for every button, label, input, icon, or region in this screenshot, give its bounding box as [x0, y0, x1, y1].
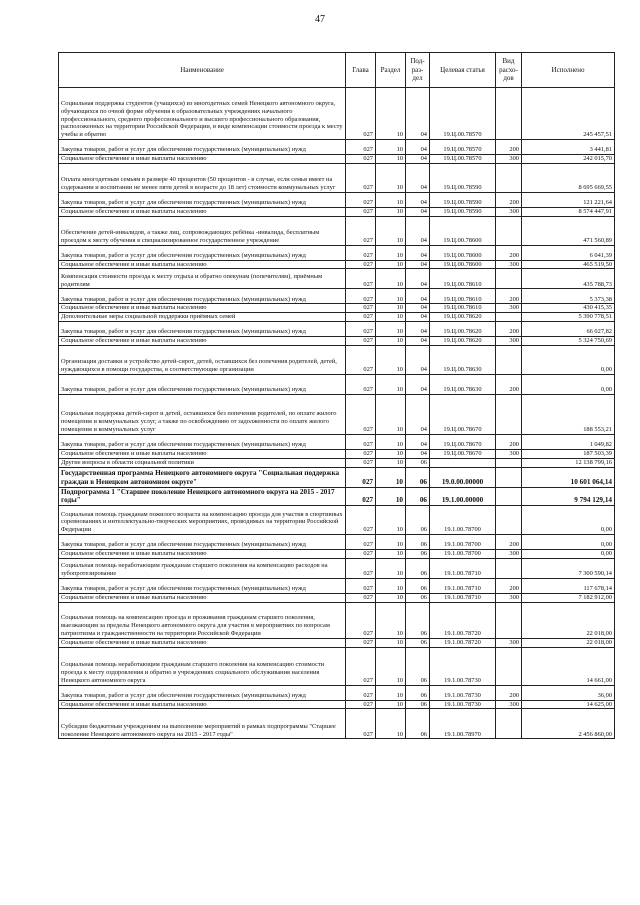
row-name: Закупка товаров, работ и услуг для обеспечения государственных (муниципальных) нужд [59, 685, 346, 700]
table-row [59, 535, 615, 550]
row-expense-type: 200 [496, 434, 522, 449]
row-name: Компенсация стоимости проезда к месту отдыха и обратно опекунам (попечителям), приёмным родителям [59, 269, 346, 289]
row-name: Социальная помощь неработающим гражданам старшего поколения на компенсацию расходов на зубопротезирование [59, 558, 346, 578]
row-executed: 10 601 064,14 [522, 467, 615, 487]
table-row [59, 506, 615, 535]
row-chapter: 027 [346, 163, 376, 192]
row-name: Социальная помощь гражданам пожилого возраста на компенсацию проезда для участия в спортивных соревнованиях и интеллектуально-творческих мероприятиях, проводимых на территории Российской Федерации [59, 506, 346, 535]
table-row [59, 216, 615, 245]
row-section: 10 [376, 322, 406, 337]
table-row [59, 269, 615, 289]
row-target-item: 19.1.00.78720 [430, 638, 496, 647]
row-subsection: 04 [406, 322, 430, 337]
row-subsection: 06 [406, 685, 430, 700]
table-row [59, 458, 615, 467]
row-section: 10 [376, 602, 406, 638]
row-expense-type [496, 506, 522, 535]
row-executed: 117 678,14 [522, 578, 615, 593]
row-name: Социальное обеспечение и иные выплаты населению [59, 304, 346, 313]
row-name: Социальное обеспечение и иные выплаты населению [59, 260, 346, 269]
row-target-item: 19.1.00.78970 [430, 709, 496, 739]
table-row [59, 449, 615, 458]
table-row [59, 140, 615, 155]
row-subsection: 06 [406, 487, 430, 506]
row-target-item: 19.1.00.78700 [430, 506, 496, 535]
row-target-item: 19.Ц.00.78600 [430, 245, 496, 260]
row-name: Закупка товаров, работ и услуг для обеспечения государственных (муниципальных) нужд [59, 140, 346, 155]
row-target-item: 19.1.00.78710 [430, 558, 496, 578]
row-chapter: 027 [346, 550, 376, 559]
table-row [59, 434, 615, 449]
row-target-item: 19.Ц.00.78570 [430, 140, 496, 155]
row-section: 10 [376, 506, 406, 535]
row-expense-type: 300 [496, 550, 522, 559]
row-chapter: 027 [346, 216, 376, 245]
row-executed: 14 661,00 [522, 647, 615, 685]
row-subsection: 06 [406, 550, 430, 559]
row-expense-type [496, 394, 522, 434]
row-executed: 5 390 778,51 [522, 313, 615, 322]
row-chapter: 027 [346, 192, 376, 207]
table-row [59, 304, 615, 313]
row-target-item: 19.1.00.78730 [430, 700, 496, 709]
table-header-row [59, 53, 615, 88]
row-expense-type [496, 216, 522, 245]
row-name: Социальное обеспечение и иные выплаты населению [59, 337, 346, 346]
row-section: 10 [376, 192, 406, 207]
row-section: 10 [376, 700, 406, 709]
row-target-item: 19.1.00.78720 [430, 602, 496, 638]
row-section: 10 [376, 155, 406, 164]
row-target-item: 19.Ц.00.78590 [430, 163, 496, 192]
row-section: 10 [376, 638, 406, 647]
row-name: Оплата многодетным семьям в размере 40 процентов (50 процентов - в случае, если семья имеет на содержании и воспитании не менее пяти детей в возрасте до 18 лет) стоимости коммунальных услуг [59, 163, 346, 192]
row-chapter: 027 [346, 647, 376, 685]
row-executed: 0,00 [522, 345, 615, 374]
row-subsection: 04 [406, 449, 430, 458]
table-row [59, 313, 615, 322]
row-section: 10 [376, 550, 406, 559]
row-expense-type [496, 458, 522, 467]
row-subsection: 04 [406, 245, 430, 260]
row-chapter: 027 [346, 345, 376, 374]
table-row [59, 558, 615, 578]
row-expense-type: 200 [496, 374, 522, 394]
row-name: Подпрограмма 1 "Старшее поколение Ненецкого автономного округа на 2015 - 2017 годы" [59, 487, 346, 506]
row-target-item: 19.Ц.00.78600 [430, 260, 496, 269]
row-name: Социальное обеспечение и иные выплаты населению [59, 449, 346, 458]
row-chapter: 027 [346, 245, 376, 260]
table-row [59, 192, 615, 207]
row-section: 10 [376, 269, 406, 289]
row-expense-type [496, 163, 522, 192]
row-executed: 471 560,89 [522, 216, 615, 245]
row-subsection: 04 [406, 313, 430, 322]
table-row [59, 155, 615, 164]
row-executed: 8 574 447,91 [522, 207, 615, 216]
header-section: Раздел [376, 53, 406, 88]
row-target-item: 19.Ц.00.78610 [430, 269, 496, 289]
row-section: 10 [376, 558, 406, 578]
row-expense-type: 200 [496, 685, 522, 700]
table-row [59, 593, 615, 602]
header-executed: Исполнено [522, 53, 615, 88]
row-section: 10 [376, 337, 406, 346]
row-chapter: 027 [346, 685, 376, 700]
row-name: Закупка товаров, работ и услуг для обеспечения государственных (муниципальных) нужд [59, 374, 346, 394]
row-subsection: 04 [406, 394, 430, 434]
row-target-item: 19.Ц.00.78570 [430, 155, 496, 164]
row-subsection: 04 [406, 345, 430, 374]
row-name: Субсидии бюджетным учреждениям на выполнение мероприятий в рамках подпрограммы "Старшее поколение Ненецкого автономного округа на 2015 - 2017 годы" [59, 709, 346, 739]
table-row [59, 638, 615, 647]
row-chapter: 027 [346, 700, 376, 709]
row-expense-type: 300 [496, 304, 522, 313]
row-executed: 435 788,73 [522, 269, 615, 289]
table-row [59, 163, 615, 192]
table-row [59, 260, 615, 269]
row-subsection: 06 [406, 467, 430, 487]
row-section: 10 [376, 535, 406, 550]
row-expense-type: 200 [496, 535, 522, 550]
table-row [59, 550, 615, 559]
table-row [59, 245, 615, 260]
page-number: 47 [315, 14, 325, 25]
row-name: Обеспечение детей-инвалидов, а также лиц, сопровождающих ребёнка -инвалида, бесплатным проездом к месту обучения в специализированное государственное учреждение [59, 216, 346, 245]
row-section: 10 [376, 458, 406, 467]
row-executed: 0,00 [522, 374, 615, 394]
row-name: Организация доставки и устройство детей-сирот, детей, оставшихся без попечения родителей, детей, нуждающихся в помощи государства, в соответствующие организации [59, 345, 346, 374]
row-target-item: 19.Ц.00.78600 [430, 216, 496, 245]
header-chapter: Глава [346, 53, 376, 88]
row-target-item: 19.1.00.78700 [430, 550, 496, 559]
row-expense-type: 300 [496, 638, 522, 647]
row-executed: 22 018,00 [522, 602, 615, 638]
table-row [59, 337, 615, 346]
row-chapter: 027 [346, 313, 376, 322]
table-body [59, 88, 615, 739]
row-section: 10 [376, 709, 406, 739]
row-subsection: 06 [406, 647, 430, 685]
table-row [59, 709, 615, 739]
row-subsection: 04 [406, 337, 430, 346]
row-executed: 2 456 860,00 [522, 709, 615, 739]
row-executed: 187 503,39 [522, 449, 615, 458]
row-target-item: 19.Ц.00.78620 [430, 322, 496, 337]
row-executed: 14 625,00 [522, 700, 615, 709]
row-subsection: 04 [406, 434, 430, 449]
row-chapter: 027 [346, 709, 376, 739]
row-section: 10 [376, 467, 406, 487]
row-name: Социальное обеспечение и иные выплаты населению [59, 700, 346, 709]
row-executed: 242 015,70 [522, 155, 615, 164]
row-chapter: 027 [346, 337, 376, 346]
row-executed: 245 457,51 [522, 88, 615, 140]
row-name: Дополнительные меры социальной поддержки приёмных семей [59, 313, 346, 322]
row-target-item: 19.1.00.78710 [430, 593, 496, 602]
row-executed: 0,00 [522, 506, 615, 535]
row-name: Социальное обеспечение и иные выплаты населению [59, 593, 346, 602]
row-chapter: 027 [346, 506, 376, 535]
row-expense-type: 300 [496, 260, 522, 269]
row-target-item: 19.Ц.00.78630 [430, 345, 496, 374]
row-chapter: 027 [346, 487, 376, 506]
row-expense-type [496, 602, 522, 638]
row-target-item: 19.Ц.00.78570 [430, 88, 496, 140]
row-expense-type: 200 [496, 192, 522, 207]
row-name: Социальная помощь неработающим гражданам старшего поколения на компенсацию стоимости проезда к месту оздоровления и обратно в учреждениях социального обслуживания населения Ненецкого автономного округа [59, 647, 346, 685]
row-section: 10 [376, 434, 406, 449]
row-subsection: 06 [406, 535, 430, 550]
row-target-item: 19.Ц.00.78610 [430, 289, 496, 304]
row-name: Социальное обеспечение и иные выплаты населению [59, 207, 346, 216]
row-target-item: 19.1.00.78700 [430, 535, 496, 550]
row-chapter: 027 [346, 558, 376, 578]
row-chapter: 027 [346, 207, 376, 216]
row-name: Закупка товаров, работ и услуг для обеспечения государственных (муниципальных) нужд [59, 578, 346, 593]
row-section: 10 [376, 685, 406, 700]
row-expense-type: 200 [496, 245, 522, 260]
row-section: 10 [376, 207, 406, 216]
row-chapter: 027 [346, 449, 376, 458]
row-executed: 121 221,64 [522, 192, 615, 207]
row-target-item: 19.Ц.00.78610 [430, 304, 496, 313]
table-row [59, 289, 615, 304]
row-name: Закупка товаров, работ и услуг для обеспечения государственных (муниципальных) нужд [59, 434, 346, 449]
row-chapter: 027 [346, 374, 376, 394]
row-executed: 12 138 799,16 [522, 458, 615, 467]
row-subsection: 04 [406, 207, 430, 216]
row-name: Государственная программа Ненецкого автономного округа "Социальная поддержка граждан в Ненецком автономном округе" [59, 467, 346, 487]
row-subsection: 04 [406, 304, 430, 313]
row-target-item: 19.Ц.00.78590 [430, 192, 496, 207]
row-name: Социальное обеспечение и иные выплаты населению [59, 550, 346, 559]
row-expense-type: 200 [496, 322, 522, 337]
header-expense-type: Вид расхо-дов [496, 53, 522, 88]
row-expense-type [496, 345, 522, 374]
row-section: 10 [376, 163, 406, 192]
row-name: Закупка товаров, работ и услуг для обеспечения государственных (муниципальных) нужд [59, 289, 346, 304]
row-section: 10 [376, 449, 406, 458]
row-chapter: 027 [346, 322, 376, 337]
row-target-item: 19.Ц.00.78670 [430, 449, 496, 458]
row-executed: 5 324 750,69 [522, 337, 615, 346]
row-name: Другие вопросы в области социальной политики [59, 458, 346, 467]
row-target-item: 19.Ц.00.78590 [430, 207, 496, 216]
row-chapter: 027 [346, 434, 376, 449]
row-chapter: 027 [346, 535, 376, 550]
row-section: 10 [376, 216, 406, 245]
row-section: 10 [376, 260, 406, 269]
row-expense-type: 200 [496, 140, 522, 155]
row-target-item: 19.Ц.00.78620 [430, 337, 496, 346]
row-name: Закупка товаров, работ и услуг для обеспечения государственных (муниципальных) нужд [59, 192, 346, 207]
row-subsection: 06 [406, 602, 430, 638]
row-target-item [430, 458, 496, 467]
row-name: Социальная помощь на компенсацию проезда и проживания гражданам старшего поколения, выезжающим за пределы Ненецкого автономного округа для участия в мероприятиях по вопросам патриотизма и гражданственности на территории Российской Федерации [59, 602, 346, 638]
row-expense-type [496, 467, 522, 487]
row-section: 10 [376, 394, 406, 434]
row-section: 10 [376, 487, 406, 506]
row-chapter: 027 [346, 304, 376, 313]
row-executed: 430 415,35 [522, 304, 615, 313]
row-name: Социальная поддержка студентов (учащихся) из многодетных семей Ненецкого автономного округа, обучающихся по очной форме обучения в образовательных учреждениях начального профессионального, среднего профессионального и высшего профессионального образования, расположенных на территории Российской Федерации, в виде компенсации стоимости проезда к месту учебы и обратно [59, 88, 346, 140]
row-executed: 0,00 [522, 550, 615, 559]
row-section: 10 [376, 289, 406, 304]
row-subsection: 04 [406, 216, 430, 245]
table-row [59, 487, 615, 506]
table-row [59, 700, 615, 709]
row-section: 10 [376, 647, 406, 685]
row-section: 10 [376, 304, 406, 313]
row-expense-type [496, 269, 522, 289]
header-name: Наименование [59, 53, 346, 88]
row-executed: 3 441,81 [522, 140, 615, 155]
row-subsection: 06 [406, 700, 430, 709]
row-expense-type: 300 [496, 449, 522, 458]
row-executed: 36,00 [522, 685, 615, 700]
row-name: Закупка товаров, работ и услуг для обеспечения государственных (муниципальных) нужд [59, 322, 346, 337]
row-expense-type: 300 [496, 337, 522, 346]
row-executed: 1 049,82 [522, 434, 615, 449]
table-row [59, 647, 615, 685]
row-subsection: 06 [406, 638, 430, 647]
row-target-item: 19.1.00.78730 [430, 685, 496, 700]
row-expense-type [496, 313, 522, 322]
row-expense-type: 300 [496, 700, 522, 709]
row-subsection: 04 [406, 140, 430, 155]
row-name: Закупка товаров, работ и услуг для обеспечения государственных (муниципальных) нужд [59, 245, 346, 260]
row-target-item: 19.1.00.78710 [430, 578, 496, 593]
row-expense-type [496, 487, 522, 506]
table-row [59, 578, 615, 593]
row-executed: 66 027,82 [522, 322, 615, 337]
row-section: 10 [376, 140, 406, 155]
row-executed: 7 182 912,00 [522, 593, 615, 602]
row-subsection: 06 [406, 558, 430, 578]
row-executed: 9 794 129,14 [522, 487, 615, 506]
row-section: 10 [376, 345, 406, 374]
row-executed: 0,00 [522, 535, 615, 550]
table-row [59, 467, 615, 487]
row-subsection: 04 [406, 192, 430, 207]
row-subsection: 04 [406, 374, 430, 394]
row-chapter: 027 [346, 593, 376, 602]
row-chapter: 027 [346, 260, 376, 269]
row-section: 10 [376, 88, 406, 140]
row-chapter: 027 [346, 602, 376, 638]
row-name: Закупка товаров, работ и услуг для обеспечения государственных (муниципальных) нужд [59, 535, 346, 550]
row-expense-type: 300 [496, 593, 522, 602]
table-row [59, 88, 615, 140]
row-chapter: 027 [346, 155, 376, 164]
row-expense-type [496, 558, 522, 578]
header-subsection: Под-раз-дел [406, 53, 430, 88]
row-chapter: 027 [346, 638, 376, 647]
row-expense-type: 300 [496, 207, 522, 216]
row-subsection: 06 [406, 709, 430, 739]
table-row [59, 322, 615, 337]
row-expense-type [496, 647, 522, 685]
row-subsection: 06 [406, 506, 430, 535]
row-chapter: 027 [346, 394, 376, 434]
row-executed: 188 553,21 [522, 394, 615, 434]
header-target-item: Целевая статья [430, 53, 496, 88]
row-subsection: 04 [406, 155, 430, 164]
row-chapter: 027 [346, 269, 376, 289]
row-target-item: 19.1.00.78730 [430, 647, 496, 685]
row-chapter: 027 [346, 289, 376, 304]
row-expense-type [496, 88, 522, 140]
row-executed: 6 041,39 [522, 245, 615, 260]
row-chapter: 027 [346, 458, 376, 467]
row-expense-type [496, 709, 522, 739]
row-subsection: 04 [406, 260, 430, 269]
table-row [59, 602, 615, 638]
row-subsection: 04 [406, 269, 430, 289]
row-executed: 22 018,00 [522, 638, 615, 647]
table-row [59, 685, 615, 700]
row-section: 10 [376, 245, 406, 260]
row-executed: 8 695 669,55 [522, 163, 615, 192]
row-target-item: 19.Ц.00.78630 [430, 374, 496, 394]
row-target-item: 19.Ц.00.78670 [430, 394, 496, 434]
row-name: Социальная поддержка детей-сирот и детей, оставшихся без попечения родителей, по оплате жилого помещения и коммунальных услуг, а также по освобождению от задолженности по оплате жилого помещения и коммунальных услуг [59, 394, 346, 434]
row-chapter: 027 [346, 140, 376, 155]
row-executed: 465 519,50 [522, 260, 615, 269]
table-row [59, 394, 615, 434]
row-name: Социальное обеспечение и иные выплаты населению [59, 638, 346, 647]
row-executed: 7 300 590,14 [522, 558, 615, 578]
row-target-item: 19.Ц.00.78620 [430, 313, 496, 322]
row-subsection: 06 [406, 458, 430, 467]
row-expense-type: 300 [496, 155, 522, 164]
row-expense-type: 200 [496, 289, 522, 304]
row-chapter: 027 [346, 88, 376, 140]
row-subsection: 04 [406, 289, 430, 304]
row-subsection: 06 [406, 578, 430, 593]
row-subsection: 04 [406, 163, 430, 192]
row-subsection: 04 [406, 88, 430, 140]
row-chapter: 027 [346, 467, 376, 487]
row-section: 10 [376, 593, 406, 602]
row-subsection: 06 [406, 593, 430, 602]
row-target-item: 19.Ц.00.78670 [430, 434, 496, 449]
budget-execution-table [58, 52, 615, 739]
row-target-item: 19.0.00.00000 [430, 467, 496, 487]
row-target-item: 19.1.00.00000 [430, 487, 496, 506]
row-expense-type: 200 [496, 578, 522, 593]
row-section: 10 [376, 374, 406, 394]
row-section: 10 [376, 313, 406, 322]
table-row [59, 207, 615, 216]
row-section: 10 [376, 578, 406, 593]
table-row [59, 374, 615, 394]
table-row [59, 345, 615, 374]
row-name: Социальное обеспечение и иные выплаты населению [59, 155, 346, 164]
row-executed: 5 373,38 [522, 289, 615, 304]
row-chapter: 027 [346, 578, 376, 593]
